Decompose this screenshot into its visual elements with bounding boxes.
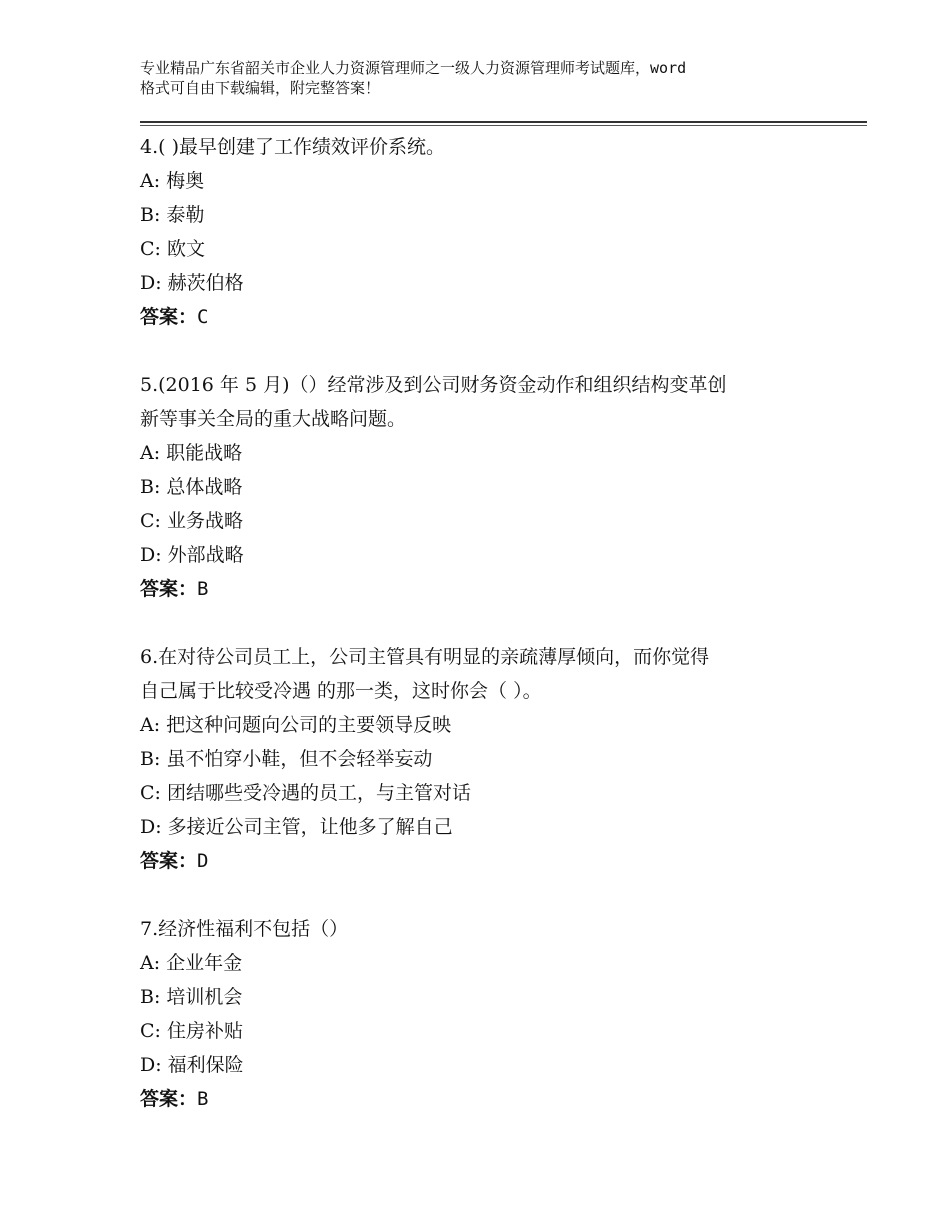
- question-6: [140, 640, 840, 878]
- option-d: D: 多接近公司主管，让他多了解自己: [140, 816, 453, 838]
- option-d: D: 外部战略: [140, 544, 244, 566]
- option-d: D: 福利保险: [140, 1054, 244, 1076]
- answer-label: 答案：: [140, 1088, 198, 1110]
- option-a: A: 梅奥: [140, 170, 205, 192]
- question-spacer: [140, 878, 840, 912]
- option-a: A: 把这种问题向公司的主要领导反映: [140, 714, 452, 736]
- answer-line: [140, 844, 840, 878]
- answer-line: [140, 572, 840, 606]
- option-d: D: 赫茨伯格: [140, 272, 244, 294]
- question-stem-continued: 新等事关全局的重大战略问题。: [140, 408, 407, 430]
- answer-label: 答案：: [140, 306, 198, 328]
- answer-line: [140, 1082, 840, 1116]
- question-stem: 7.经济性福利不包括（）: [140, 918, 349, 940]
- option-c: C: 业务战略: [140, 510, 243, 532]
- option-b: B: 总体战略: [140, 476, 243, 498]
- question-5: [140, 368, 840, 606]
- question-spacer: [140, 334, 840, 368]
- question-list: [140, 130, 840, 1116]
- option-b: B: 培训机会: [140, 986, 243, 1008]
- answer-value: D: [197, 850, 209, 872]
- answer-label: 答案：: [140, 850, 198, 872]
- option-c: C: 欧文: [140, 238, 205, 260]
- option-b: B: 泰勒: [140, 204, 205, 226]
- header-divider-thick: [140, 121, 867, 123]
- answer-line: [140, 300, 840, 334]
- question-7: [140, 912, 840, 1116]
- option-a: A: 企业年金: [140, 952, 243, 974]
- question-stem: 5.(2016 年 5 月)（）经常涉及到公司财务资金动作和组织结构变革创: [140, 374, 727, 396]
- document-header: [140, 58, 840, 98]
- header-line-2: 格式可自由下载编辑，附完整答案！: [140, 79, 381, 97]
- option-b: B: 虽不怕穿小鞋，但不会轻举妄动: [140, 748, 433, 770]
- answer-label: 答案：: [140, 578, 198, 600]
- question-4: [140, 130, 840, 334]
- question-stem-continued: 自己属于比较受冷遇 的那一类，这时你会（ ）。: [140, 680, 542, 702]
- header-divider-thin: [140, 125, 867, 126]
- answer-value: B: [197, 1088, 209, 1110]
- option-a: A: 职能战略: [140, 442, 243, 464]
- option-c: C: 住房补贴: [140, 1020, 243, 1042]
- question-stem: 6.在对待公司员工上，公司主管具有明显的亲疏薄厚倾向，而你觉得: [140, 646, 710, 668]
- question-stem: 4.( )最早创建了工作绩效评价系统。: [140, 136, 445, 158]
- header-line-1: 专业精品广东省韶关市企业人力资源管理师之一级人力资源管理师考试题库，word: [140, 59, 687, 77]
- option-c: C: 团结哪些受冷遇的员工，与主管对话: [140, 782, 471, 804]
- answer-value: C: [197, 306, 209, 328]
- question-spacer: [140, 606, 840, 640]
- answer-value: B: [197, 578, 209, 600]
